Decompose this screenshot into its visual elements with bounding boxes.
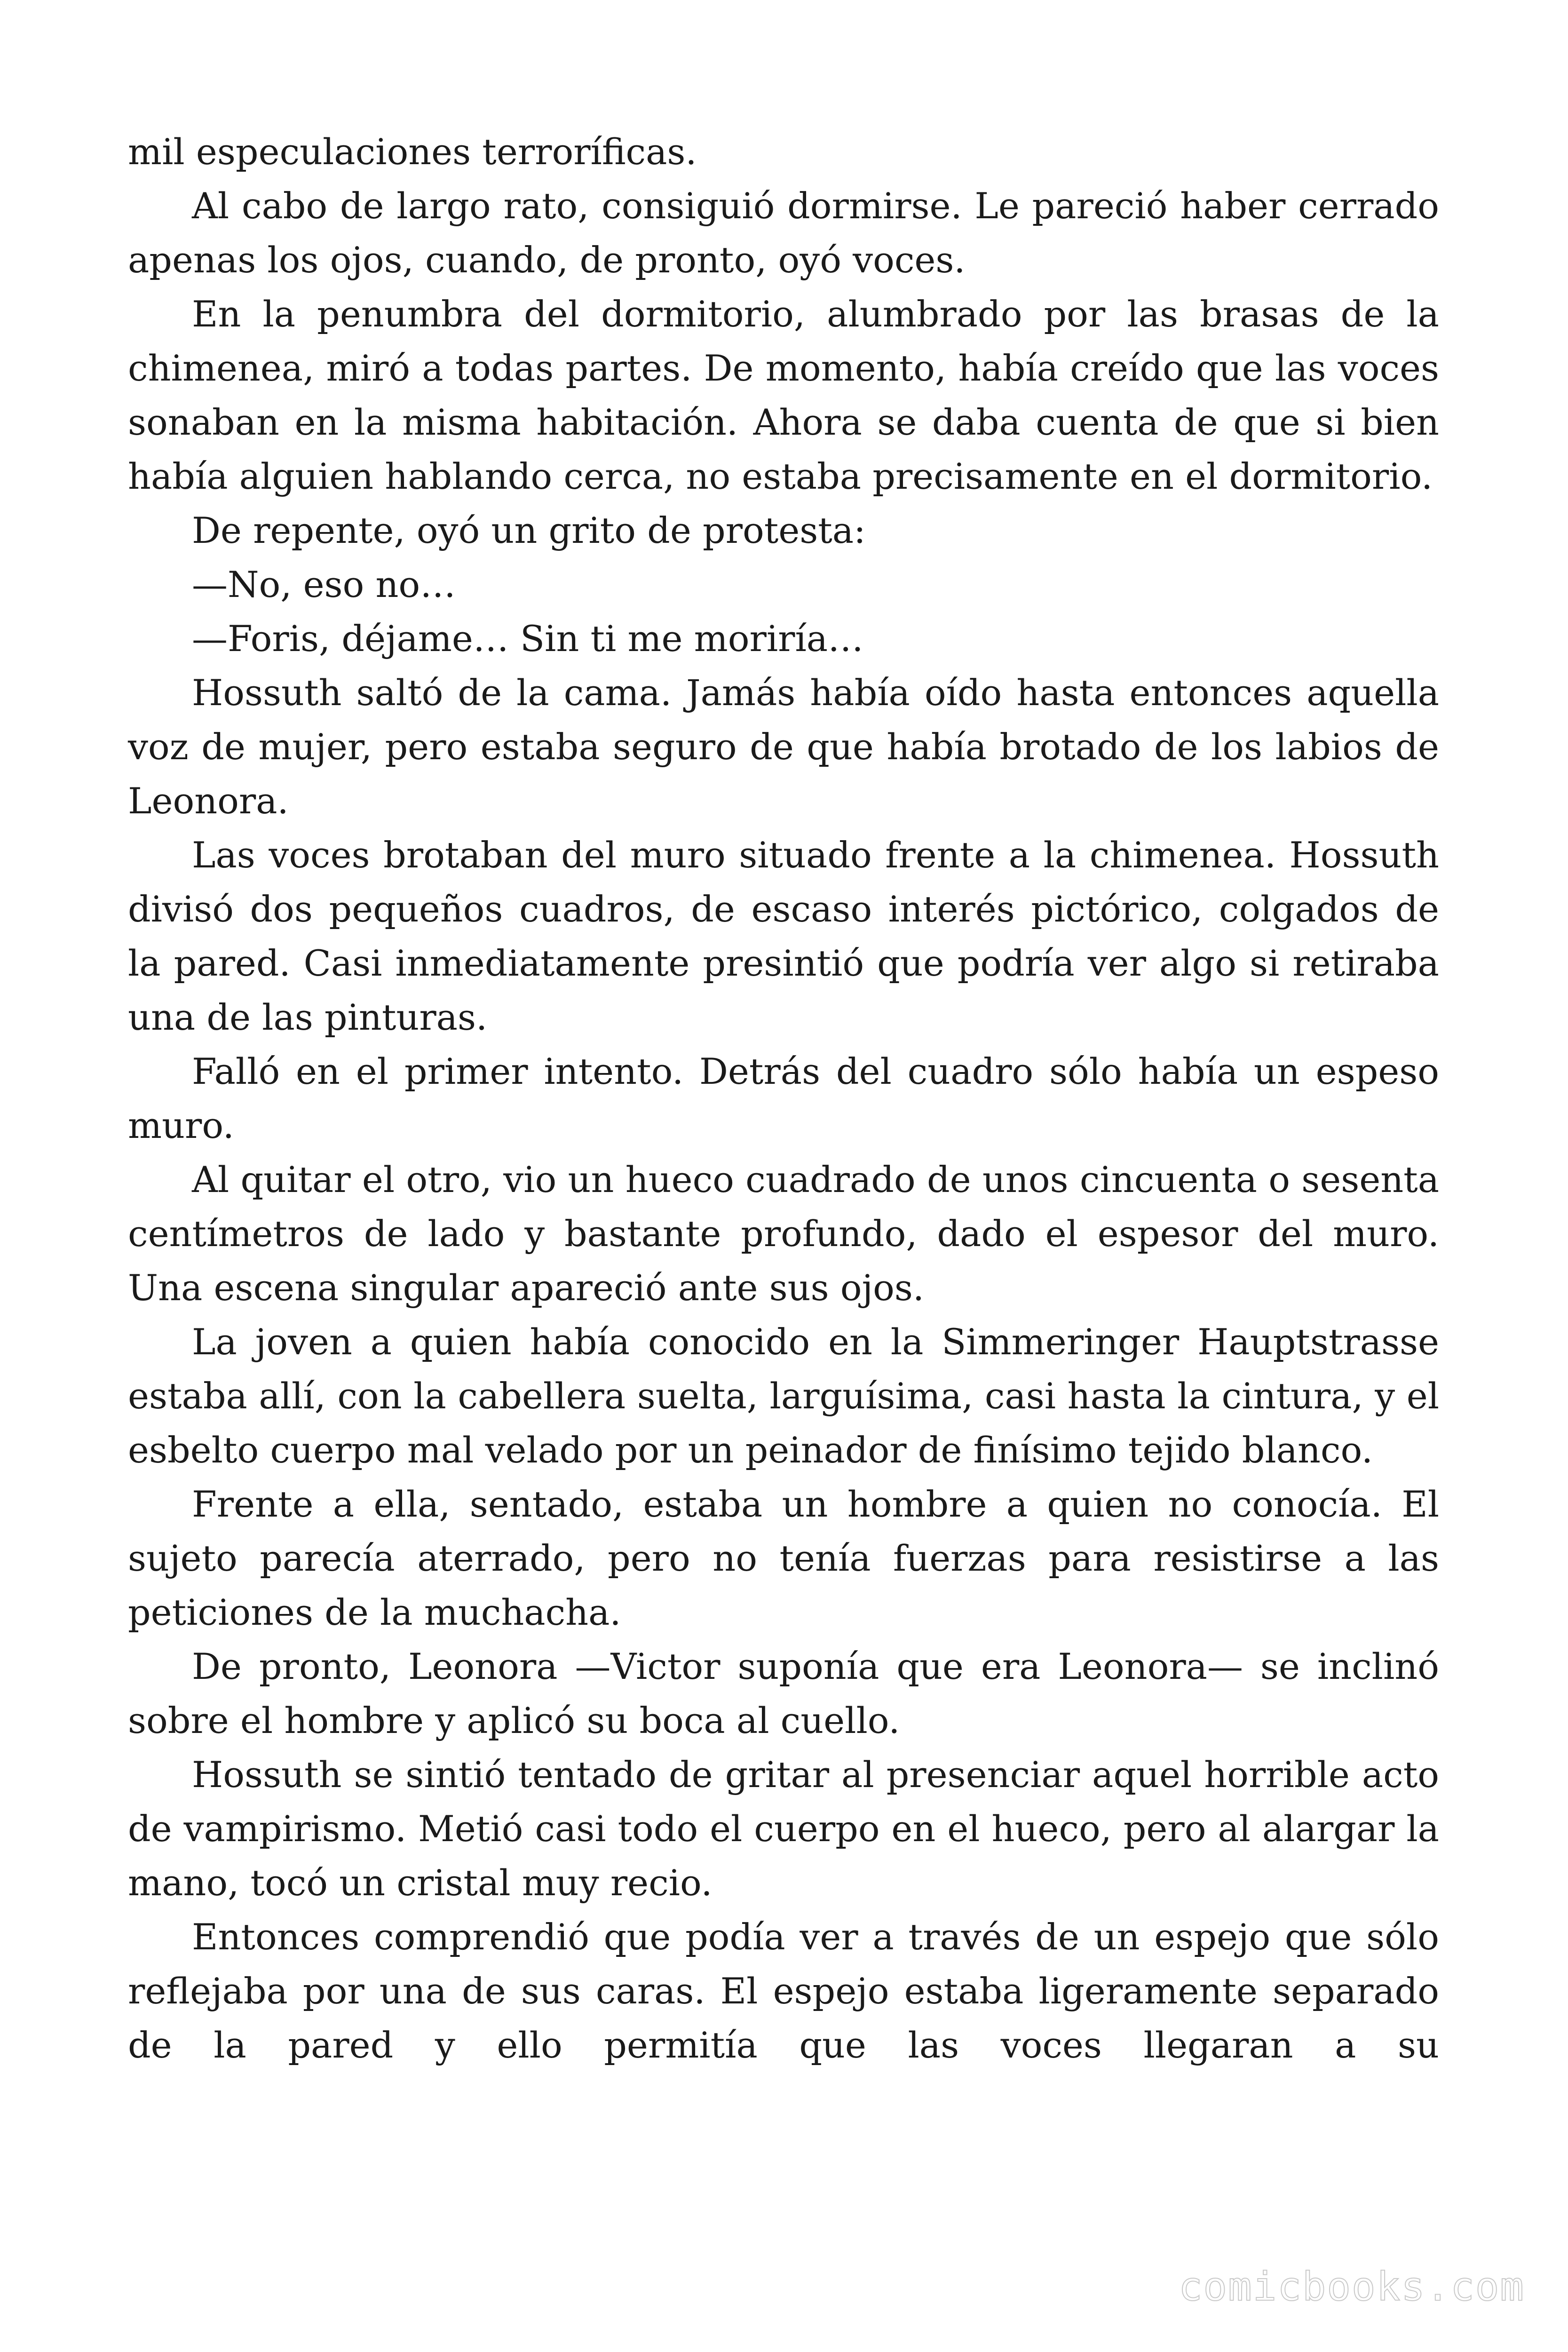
paragraph: Al cabo de largo rato, consiguió dormirse. Le pareció haber cerrado apenas los ojos, cuando, de pronto, oyó voces. bbox=[128, 185, 1439, 281]
paragraph: De pronto, Leonora —Victor suponía que era Leonora— se inclinó sobre el hombre y aplicó su boca al cuello. bbox=[128, 1645, 1439, 1741]
paragraph-continues: Entonces comprendió que podía ver a través de un espejo que sólo reflejaba por una de sus caras. El espejo estaba ligeramente separado de la pared y ello permitía que las voces llegaran a su bbox=[128, 1916, 1439, 2066]
body-text bbox=[128, 125, 1439, 2072]
paragraph-continuation: mil especulaciones terroríficas. bbox=[128, 131, 697, 173]
paragraph: Falló en el primer intento. Detrás del cuadro sólo había un espeso muro. bbox=[128, 1050, 1439, 1146]
paragraph: En la penumbra del dormitorio, alumbrado por las brasas de la chimenea, miró a todas partes. De momento, había creído que las voces sonaban en la misma habitación. Ahora se daba cuenta de que si bien había alguien hablando cerca, no estaba precisamente en el dormitorio. bbox=[128, 293, 1439, 497]
paragraph: Al quitar el otro, vio un hueco cuadrado de unos cincuenta o sesenta centímetros de lado y bastante profundo, dado el espesor del muro. Una escena singular apareció ante sus ojos. bbox=[128, 1159, 1439, 1309]
dialogue-line: —Foris, déjame… Sin ti me moriría… bbox=[192, 618, 864, 660]
paragraph: La joven a quien había conocido en la Simmeringer Hauptstrasse estaba allí, con la cabellera suelta, larguísima, casi hasta la cintura, y el esbelto cuerpo mal velado por un peinador de finísimo tejido blanco. bbox=[128, 1321, 1439, 1471]
paragraph: Hossuth se sintió tentado de gritar al presenciar aquel horrible acto de vampirismo. Metió casi todo el cuerpo en el hueco, pero al alargar la mano, tocó un cristal muy recio. bbox=[128, 1754, 1439, 1904]
paragraph: De repente, oyó un grito de protesta: bbox=[192, 509, 866, 551]
dialogue-line: —No, eso no… bbox=[192, 564, 456, 605]
paragraph: Hossuth saltó de la cama. Jamás había oído hasta entonces aquella voz de mujer, pero estaba seguro de que había brotado de los labios de Leonora. bbox=[128, 672, 1439, 822]
paragraph: Frente a ella, sentado, estaba un hombre a quien no conocía. El sujeto parecía aterrado, pero no tenía fuerzas para resistirse a las peticiones de la muchacha. bbox=[128, 1483, 1439, 1633]
watermark-logo: comicbooks.com bbox=[1178, 2264, 1525, 2310]
paragraph: Las voces brotaban del muro situado frente a la chimenea. Hossuth divisó dos pequeños cuadros, de escaso interés pictórico, colgados de la pared. Casi inmediatamente presintió que podría ver algo si retiraba una de las pinturas. bbox=[128, 834, 1439, 1038]
